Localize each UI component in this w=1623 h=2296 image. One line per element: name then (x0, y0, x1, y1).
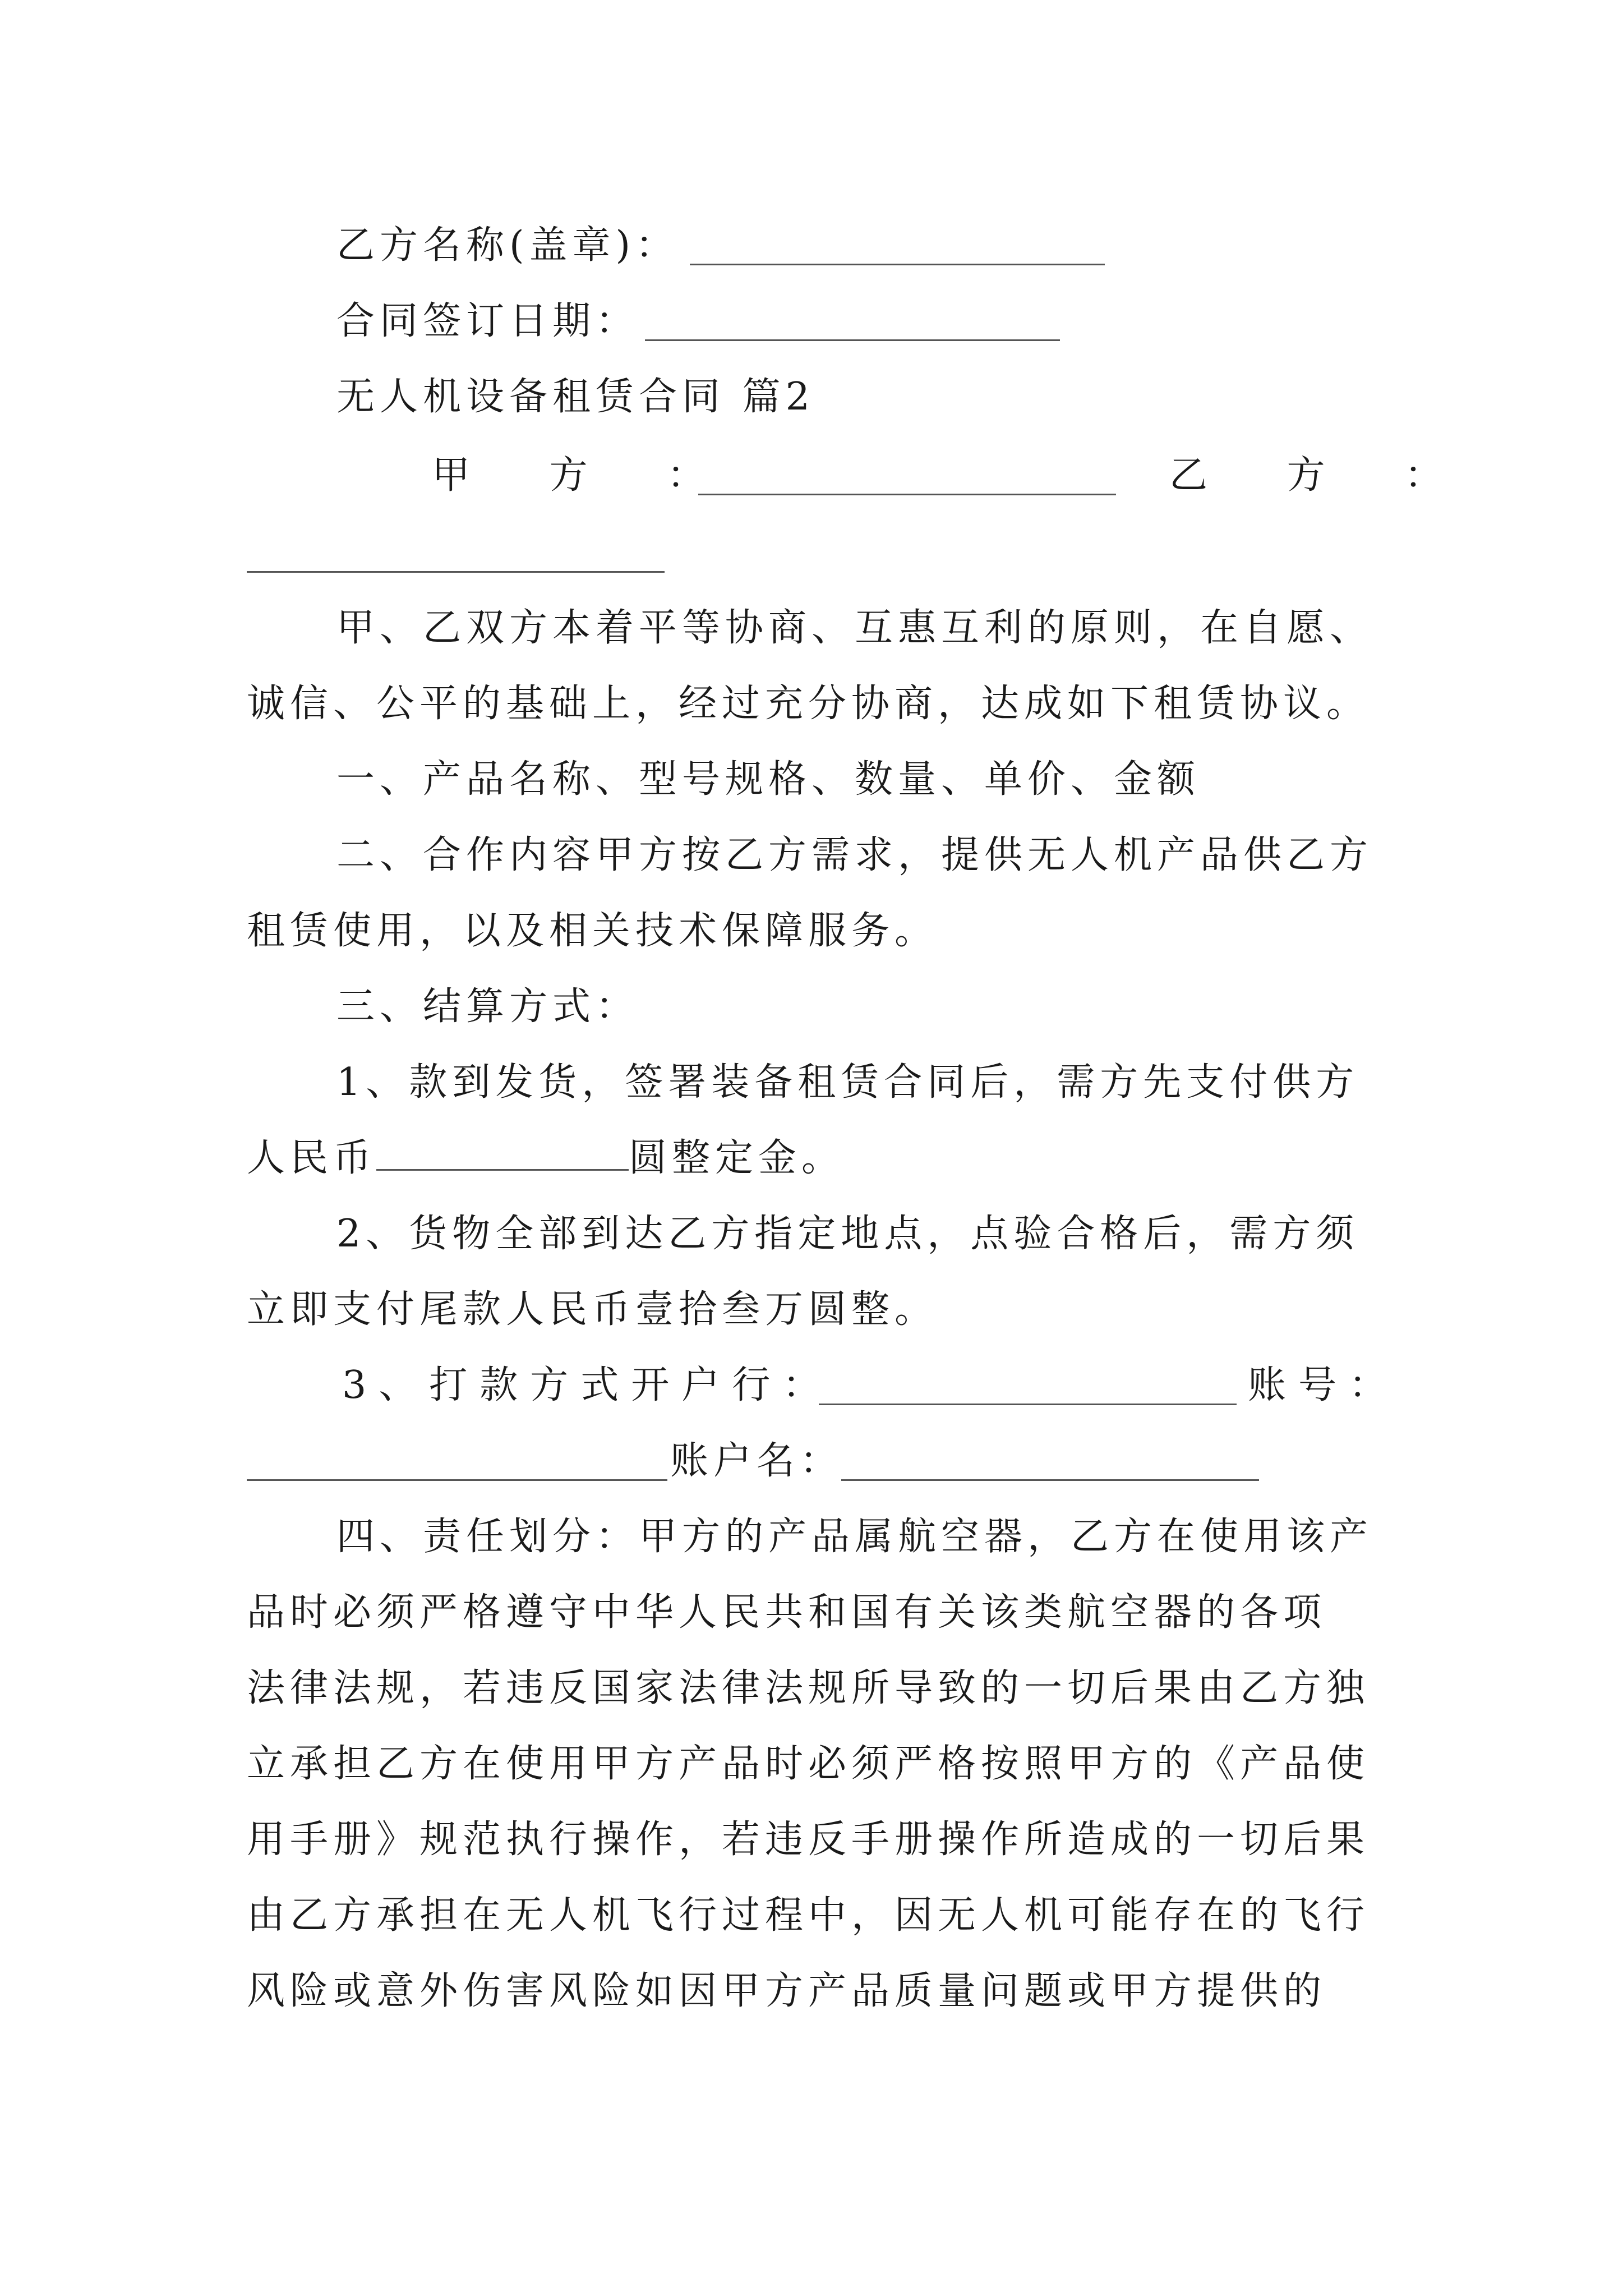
pay-2-line-2: 立即支付尾款人民币壹拾叁万圆整。 (247, 1287, 938, 1332)
intro-line-1: 甲、乙双方本着平等协商、互惠互利的原则，在自愿、 (336, 606, 1373, 650)
bank-name-blank (819, 1401, 1237, 1405)
item-4-line-4: 立承担乙方在使用甲方产品时必须严格按照甲方的《产品使 (247, 1742, 1370, 1786)
pay-1-suffix: 圆整定金。 (629, 1136, 845, 1180)
party-a-blank (698, 491, 1116, 495)
party-b-blank (247, 569, 665, 573)
item-4-line-6: 由乙方承担在无人机飞行过程中，因无人机可能存在的飞行 (247, 1893, 1370, 1938)
account-no-blank (247, 1477, 667, 1481)
sign-date-blank (645, 337, 1060, 341)
item-2-line-1: 二、合作内容甲方按乙方需求，提供无人机产品供乙方 (336, 833, 1373, 877)
party-b-name-blank (690, 261, 1105, 265)
party-a-label: 甲 方 ： (432, 453, 739, 498)
item-4-line-5: 用手册》规范执行操作，若违反手册操作所造成的一切后果 (247, 1818, 1370, 1862)
party-b-name-label: 乙方名称(盖章)： (336, 223, 679, 268)
item-1: 一、产品名称、型号规格、数量、单价、金额 (336, 757, 1201, 802)
pay-3-label: 3、打款方式开户行： (342, 1363, 833, 1407)
party-b-name-row (336, 219, 679, 273)
pay-1-prefix: 人民币 (247, 1136, 377, 1180)
section-title: 无人机设备租赁合同 篇2 (336, 375, 815, 419)
deposit-amount-blank (376, 1135, 629, 1171)
item-4-line-2: 品时必须严格遵守中华人民共和国有关该类航空器的各项 (247, 1590, 1327, 1635)
account-name-label: 账户名： (670, 1439, 843, 1483)
sign-date-label: 合同签订日期： (336, 299, 639, 343)
party-b-label: 乙 方 ： (1169, 453, 1477, 498)
item-2-line-2: 租赁使用，以及相关技术保障服务。 (247, 909, 938, 953)
pay-1-line-1: 1、款到发货，签署装备租赁合同后，需方先支付供方 (336, 1060, 1359, 1105)
item-4-line-3: 法律法规，若违反国家法律法规所导致的一切后果由乙方独 (247, 1666, 1370, 1710)
pay-1-line-2 (247, 1131, 845, 1185)
account-no-label: 账号： (1248, 1363, 1400, 1407)
account-name-blank (841, 1477, 1259, 1481)
intro-line-2: 诚信、公平的基础上，经过充分协商，达成如下租赁协议。 (247, 682, 1370, 726)
sign-date-row (336, 295, 639, 348)
item-4-line-7: 风险或意外伤害风险如因甲方产品质量问题或甲方提供的 (247, 1969, 1327, 2013)
item-4-line-1: 四、责任划分：甲方的产品属航空器，乙方在使用该产 (336, 1515, 1373, 1559)
pay-2-line-1: 2、货物全部到达乙方指定地点，点验合格后，需方须 (336, 1212, 1359, 1256)
item-3: 三、结算方式： (336, 984, 639, 1029)
